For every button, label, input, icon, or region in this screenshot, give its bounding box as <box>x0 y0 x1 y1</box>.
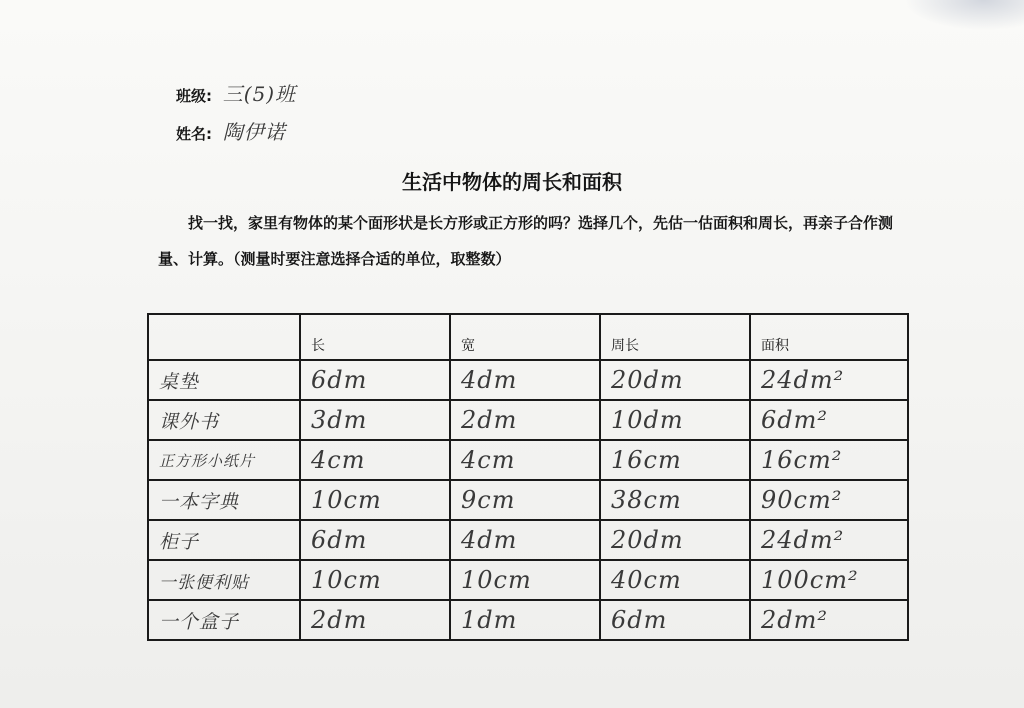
perimeter-cell: 20dm <box>600 360 750 400</box>
name-label: 姓名: <box>176 125 212 143</box>
width-cell: 10cm <box>450 560 600 600</box>
object-name: 一个盒子 <box>148 600 300 640</box>
object-name: 一本字典 <box>148 480 300 520</box>
paper-shadow <box>904 0 1024 30</box>
name-value: 陶伊诺 <box>222 120 286 144</box>
header-width: 宽 <box>450 314 600 360</box>
length-cell: 2dm <box>300 600 450 640</box>
class-label: 班级: <box>176 87 212 105</box>
area-cell: 2dm² <box>750 600 908 640</box>
header-perimeter: 周长 <box>600 314 750 360</box>
measurement-table <box>147 313 909 641</box>
object-name: 桌垫 <box>148 360 300 400</box>
header-object <box>148 314 300 360</box>
name-row <box>176 116 286 145</box>
area-cell: 6dm² <box>750 400 908 440</box>
perimeter-cell: 16cm <box>600 440 750 480</box>
area-cell: 24dm² <box>750 520 908 560</box>
table-row <box>148 480 908 520</box>
perimeter-cell: 6dm <box>600 600 750 640</box>
width-cell: 1dm <box>450 600 600 640</box>
table-header-row <box>148 314 908 360</box>
length-cell: 6dm <box>300 520 450 560</box>
area-cell: 100cm² <box>750 560 908 600</box>
instructions-text: 找一找，家里有物体的某个面形状是长方形或正方形的吗？选择几个，先估一估面积和周长，再亲子合作测量、计算。（测量时要注意选择合适的单位，取整数） <box>158 214 894 268</box>
length-cell: 10cm <box>300 560 450 600</box>
worksheet-title: 生活中物体的周长和面积 <box>402 170 622 194</box>
table-row <box>148 560 908 600</box>
object-name: 正方形小纸片 <box>148 440 300 480</box>
width-cell: 9cm <box>450 480 600 520</box>
perimeter-cell: 10dm <box>600 400 750 440</box>
area-cell: 24dm² <box>750 360 908 400</box>
area-cell: 90cm² <box>750 480 908 520</box>
perimeter-cell: 38cm <box>600 480 750 520</box>
class-value: 三(5)班 <box>222 82 297 106</box>
area-cell: 16cm² <box>750 440 908 480</box>
width-cell: 4dm <box>450 360 600 400</box>
table-row <box>148 440 908 480</box>
length-cell: 10cm <box>300 480 450 520</box>
object-name: 柜子 <box>148 520 300 560</box>
class-row <box>176 78 296 107</box>
table-row <box>148 600 908 640</box>
width-cell: 2dm <box>450 400 600 440</box>
table-row <box>148 400 908 440</box>
width-cell: 4cm <box>450 440 600 480</box>
perimeter-cell: 40cm <box>600 560 750 600</box>
header-length: 长 <box>300 314 450 360</box>
perimeter-cell: 20dm <box>600 520 750 560</box>
table-row <box>148 360 908 400</box>
object-name: 课外书 <box>148 400 300 440</box>
header-area: 面积 <box>750 314 908 360</box>
table-row <box>148 520 908 560</box>
object-name: 一张便利贴 <box>148 560 300 600</box>
length-cell: 6dm <box>300 360 450 400</box>
width-cell: 4dm <box>450 520 600 560</box>
length-cell: 3dm <box>300 400 450 440</box>
length-cell: 4cm <box>300 440 450 480</box>
